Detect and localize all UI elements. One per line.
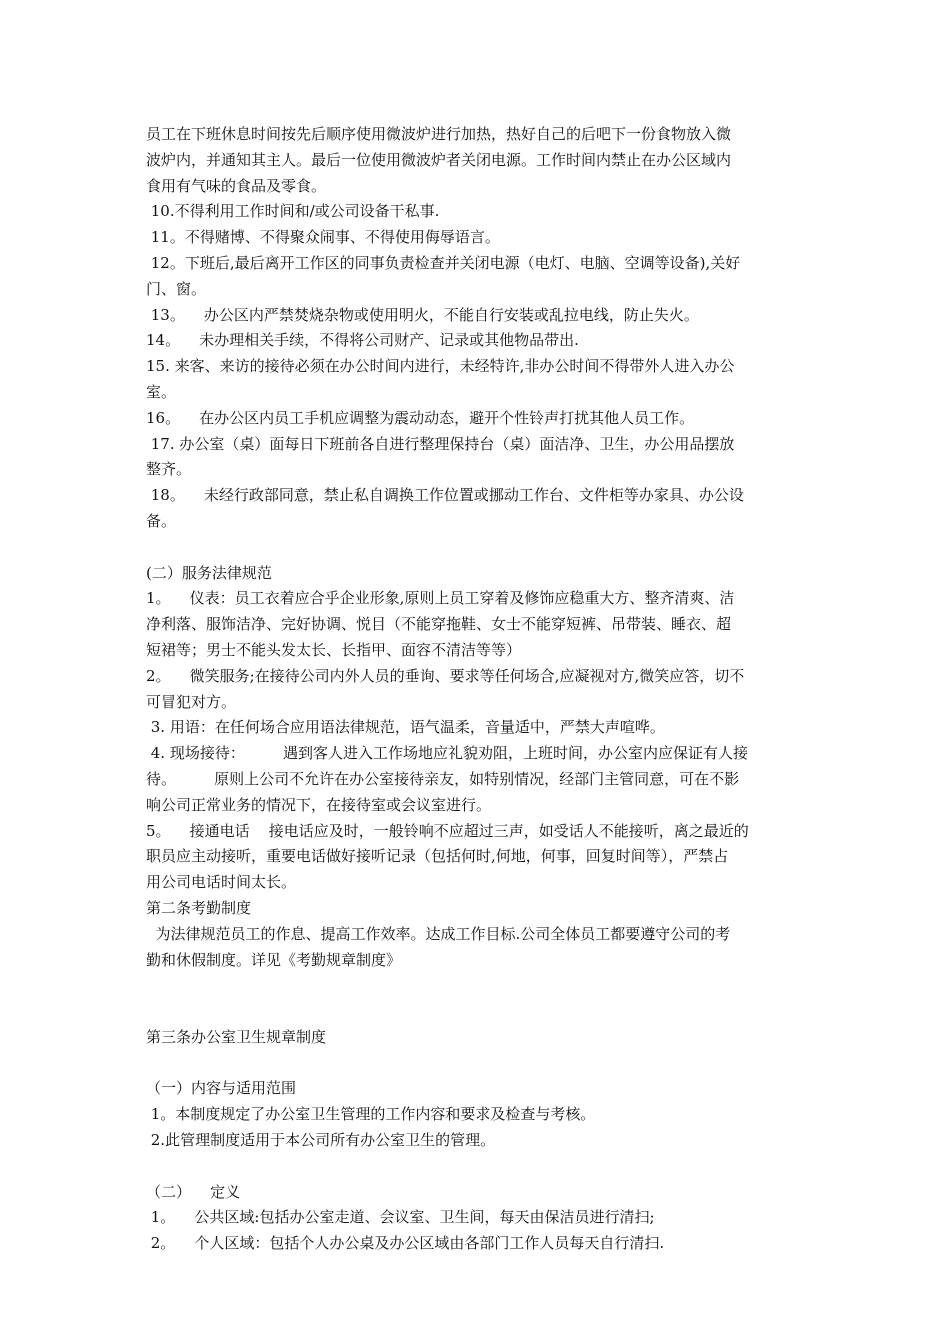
text-line: 整齐。 — [146, 460, 192, 479]
rule-item-11: 11。不得赌博、不得聚众闹事、不得使用侮辱语言。 — [146, 228, 500, 247]
spacer — [146, 535, 810, 561]
rule-item-17: 17. 办公室（桌）面每日下班前各自进行整理保持台（桌）面洁净、卫生，办公用品摆放 — [146, 434, 735, 453]
rule-item-18: 18。 未经行政部同意，禁止私自调换工作位置或挪动工作台、文件柜等办家具、办公设 — [146, 486, 744, 505]
rule-item-14: 14。 未办理相关手续，不得将公司财产、记录或其他物品带出. — [146, 331, 579, 350]
service-item-2: 2。 微笑服务;在接待公司内外人员的垂询、要求等任何场合,应凝视对方,微笑应答，切不 — [146, 666, 745, 685]
text-line: 用公司电话时间太长。 — [146, 873, 297, 892]
document-body — [146, 122, 810, 1257]
text-line: 待。 原则上公司不允许在办公室接待亲友，如特别情况，经部门主管同意，可在不影 — [146, 769, 740, 788]
rule-item-12: 12。下班后,最后离开工作区的同事负责检查并关闭电源（电灯、电脑、空调等设备),关好 — [146, 253, 741, 272]
article-heading-hygiene: 第三条办公室卫生规章制度 — [146, 1027, 327, 1046]
text-line: 波炉内，并通知其主人。最后一位使用微波炉者关闭电源。工作时间内禁止在办公区域内 — [146, 150, 732, 169]
service-item-3: 3. 用语：在任何场合应用语法律规范，语气温柔，音量适中，严禁大声喧哗。 — [146, 718, 665, 737]
spacer — [146, 999, 810, 1025]
text-line: 为法律规范员工的作息、提高工作效率。达成工作目标.公司全体员工都要遵守公司的考 — [146, 924, 731, 943]
rule-item-16: 16。 在办公区内员工手机应调整为震动动态，避开个性铃声打扰其他人员工作。 — [146, 408, 695, 427]
text-line: 员工在下班休息时间按先后顺序使用微波炉进行加热，热好自己的后吧下一份食物放入微 — [146, 125, 732, 143]
rule-item-15: 15. 来客、来访的接待必须在办公时间内进行，未经特许,非办公时间不得带外人进入办公 — [146, 357, 735, 376]
text-line: 响公司正常业务的情况下，在接待室或会议室进行。 — [146, 795, 492, 814]
text-line: 可冒犯对方。 — [146, 692, 237, 711]
text-line: 门、窗。 — [146, 279, 207, 298]
section-heading-service: (二）服务法律规范 — [146, 563, 272, 582]
article-heading-attendance: 第二条考勤制度 — [146, 898, 252, 917]
service-item-1: 1。 仪表：员工衣着应合乎企业形象,原则上员工穿着及修饰应稳重大方、整齐清爽、洁 — [146, 589, 735, 608]
text-line: 短裙等；男士不能头发太长、长指甲、面容不清洁等等） — [146, 640, 522, 659]
service-item-4: 4. 现场接待： 遇到客人进入工作场地应礼貌劝阻，上班时间，办公室内应保证有人接 — [146, 744, 748, 763]
text-line: 食用有气味的食品及零食。 — [146, 176, 327, 195]
scope-item-1: 1。本制度规定了办公室卫生管理的工作内容和要求及检查与考核。 — [146, 1105, 596, 1124]
subsection-heading-definition: （二） 定义 — [146, 1182, 241, 1201]
rule-item-10: 10.不得利用工作时间和/或公司设备干私事. — [146, 202, 440, 221]
text-line: 室。 — [146, 382, 177, 401]
spacer — [146, 973, 810, 999]
definition-item-1: 1。 公共区域:包括办公室走道、会议室、卫生间，每天由保洁员进行清扫; — [146, 1208, 655, 1227]
text-line: 净利落、服饰洁净、完好协调、悦目（不能穿拖鞋、女士不能穿短裤、吊带装、睡衣、超 — [146, 615, 732, 634]
rule-item-13: 13。 办公区内严禁焚烧杂物或使用明火，不能自行安装或乱拉电线，防止失火。 — [146, 305, 699, 324]
service-item-5: 5。 接通电话 接电话应及时，一般铃响不应超过三声，如受话人不能接听，离之最近的 — [146, 821, 749, 840]
scope-item-2: 2.此管理制度适用于本公司所有办公室卫生的管理。 — [146, 1131, 496, 1150]
text-line: 勤和休假制度。详见《考勤规章制度》 — [146, 950, 402, 969]
spacer — [146, 1051, 810, 1077]
definition-item-2: 2。 个人区域：包括个人办公桌及办公区域由各部门工作人员每天自行清扫. — [146, 1234, 665, 1253]
text-line: 职员应主动接听，重要电话做好接听记录（包括何时,何地，何事，回复时间等），严禁占 — [146, 847, 729, 866]
text-line: 备。 — [146, 511, 177, 530]
subsection-heading-scope: （一）内容与适用范围 — [146, 1079, 297, 1098]
spacer — [146, 1154, 810, 1180]
